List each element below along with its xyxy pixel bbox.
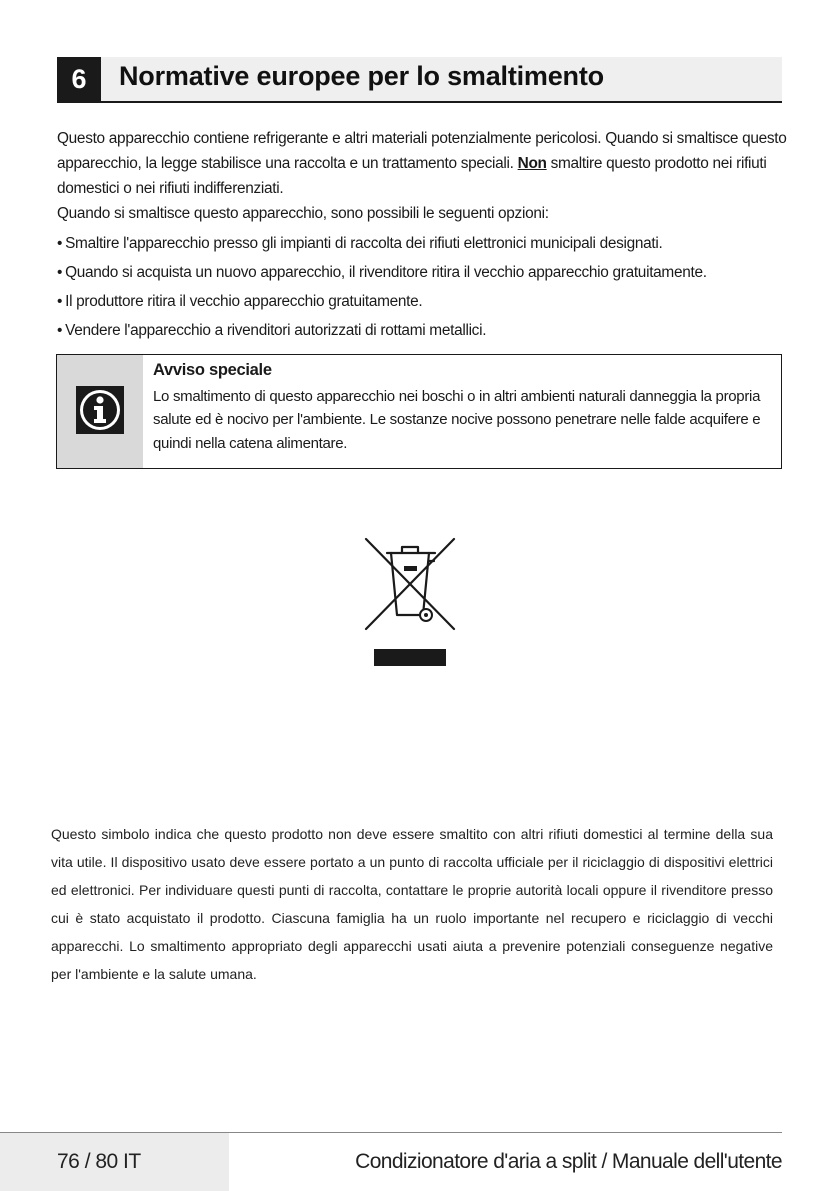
info-icon xyxy=(76,386,124,434)
intro-paragraph xyxy=(57,126,787,201)
intro-emphasis: Non xyxy=(517,155,547,172)
document-title: Condizionatore d'aria a split / Manuale dell'utente xyxy=(355,1150,782,1173)
list-item: • Smaltire l'apparecchio presso gli impianti di raccolta dei rifiuti elettronici municipali designati. xyxy=(57,229,787,258)
section-title: Normative europee per lo smaltimento xyxy=(119,61,604,91)
notice-content xyxy=(153,359,773,455)
intro-text-before: Questo apparecchio contiene refrigerante e altri materiali potenzialmente pericolosi. Quando si smaltisce questo apparecchio, la legge stabilisce una raccolta e un trattamento speciali. xyxy=(57,130,787,172)
crossed-out-wheelie-bin-icon xyxy=(362,535,458,633)
list-item: • Vendere l'apparecchio a rivenditori autorizzati di rottami metallici. xyxy=(57,316,787,345)
section-header xyxy=(57,57,782,103)
weee-underline-bar xyxy=(374,649,446,666)
section-number: 6 xyxy=(57,57,101,101)
intro-block xyxy=(57,126,787,345)
intro-text-after: smaltire questo prodotto nei rifiuti domestici o nei rifiuti indifferenziati. xyxy=(57,155,767,197)
list-item: • Quando si acquista un nuovo apparecchio, il rivenditore ritira il vecchio apparecchio gratuitamente. xyxy=(57,258,787,287)
notice-text: Lo smaltimento di questo apparecchio nei boschi o in altri ambienti naturali danneggia la propria salute ed è nocivo per l'ambiente. Le sostanze nocive possono penetrare nelle falde acquifere e quindi nella catena alimentare. xyxy=(153,387,761,452)
notice-title: Avviso speciale xyxy=(153,361,272,379)
list-item: • Il produttore ritira il vecchio apparecchio gratuitamente. xyxy=(57,287,787,316)
weee-paragraph: Questo simbolo indica che questo prodotto non deve essere smaltito con altri rifiuti domestici al termine della sua vita utile. Il dispositivo usato deve essere portato a un punto di raccolta ufficiale per il riciclaggio di dispositivi elettrici ed elettronici. Per individuare questi punti di raccolta, contattare le proprie autorità locali oppure il rivenditore presso cui è stato acquistato il prodotto. Ciascuna famiglia ha un ruolo importante nel recupero e riciclaggio di vecchi apparecchi. Lo smaltimento appropriato degli apparecchi usati aiuta a prevenire potenziali conseguenze negative per l'ambiente e la salute umana. xyxy=(51,826,773,982)
special-notice-box xyxy=(56,354,782,469)
page-number: 76 / 80 IT xyxy=(57,1150,141,1173)
options-heading: Quando si smaltisce questo apparecchio, sono possibili le seguenti opzioni: xyxy=(57,205,549,222)
notice-icon-panel xyxy=(57,355,143,468)
options-list xyxy=(57,229,787,345)
